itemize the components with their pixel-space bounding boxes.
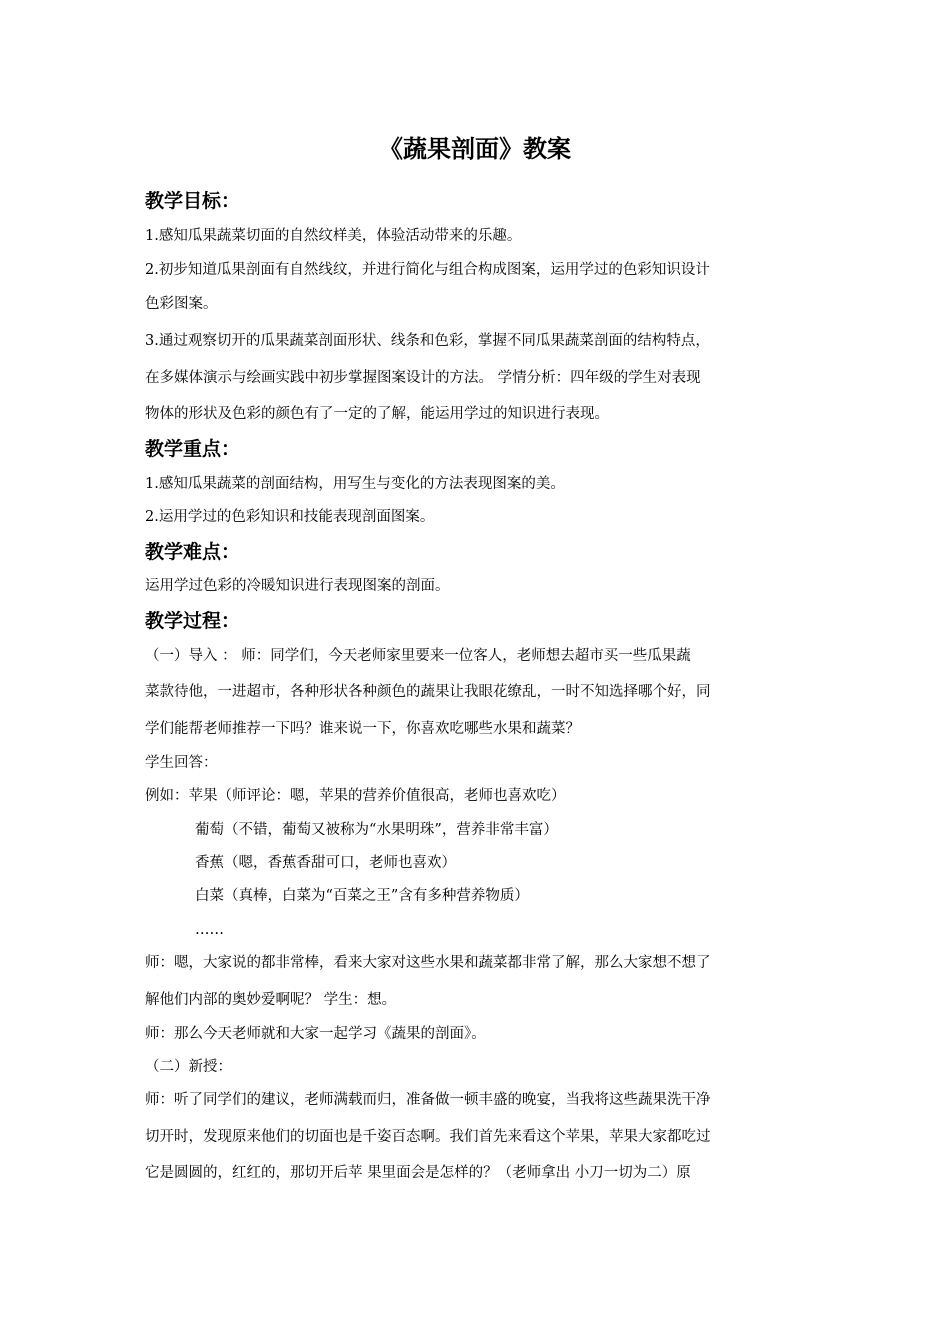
document-title: 《蔬果剖面》教案 [379, 135, 571, 163]
process-line: 菜款待他，一进超市，各种形状各种颜色的蔬果让我眼花缭乱，一时不知选择哪个好，同 [145, 684, 711, 700]
heading-key-points: 教学重点： [145, 438, 241, 460]
process-line: 切开时，发现原来他们的切面也是千姿百态啊。我们首先来看这个苹果，苹果大家都吃过 [145, 1129, 711, 1145]
objectives-line: 2.初步知道瓜果剖面有自然线纹，并进行简化与组合构成图案，运用学过的色彩知识设计 [145, 262, 710, 278]
difficulties-line: 运用学过色彩的冷暖知识进行表现图案的剖面。 [145, 578, 450, 594]
process-line: （一）导入 ： 师：同学们，今天老师家里要来一位客人，老师想去超市买一些瓜果蔬 [145, 648, 691, 664]
heading-objectives: 教学目标： [145, 190, 241, 212]
process-line: 解他们内部的奥妙爱啊呢？ 学生：想。 [145, 992, 397, 1008]
process-line: 师：嗯，大家说的都非常棒，看来大家对这些水果和蔬菜都非常了解，那么大家想不想了 [145, 955, 711, 971]
heading-difficulties: 教学难点： [145, 541, 241, 563]
objectives-line: 1.感知瓜果蔬菜切面的自然纹样美，体验活动带来的乐趣。 [145, 228, 522, 244]
process-line: （二）新授： [145, 1059, 232, 1075]
process-line: 学们能帮老师推荐一下吗？谁来说一下，你喜欢吃哪些水果和蔬菜？ [145, 721, 580, 737]
process-line: 葡萄（不错，葡萄又被称为“水果明珠”，营养非常丰富） [195, 822, 558, 838]
key-points-line: 1.感知瓜果蔬菜的剖面结构，用写生与变化的方法表现图案的美。 [145, 476, 565, 492]
process-line: 它是圆圆的，红红的，那切开后苹 果里面会是怎样的？（老师拿出 小刀一切为二）原 [145, 1165, 691, 1181]
objectives-line: 物体的形状及色彩的颜色有了一定的了解，能运用学过的知识进行表现。 [145, 406, 609, 422]
process-line: 师：那么今天老师就和大家一起学习《蔬果的剖面》。 [145, 1026, 486, 1042]
process-line: 学生回答： [145, 755, 218, 771]
objectives-line: 在多媒体演示与绘画实践中初步掌握图案设计的方法。 学情分析：四年级的学生对表现 [145, 370, 701, 386]
objectives-line: 3.通过观察切开的瓜果蔬菜剖面形状、线条和色彩，掌握不同瓜果蔬菜剖面的结构特点， [145, 333, 710, 349]
process-line: 师：听了同学们的建议，老师满载而归，准备做一顿丰盛的晚宴，当我将这些蔬果洗干净 [145, 1092, 711, 1108]
process-line: …… [195, 922, 224, 938]
heading-process: 教学过程： [145, 610, 241, 632]
process-line: 白菜（真棒，白菜为“百菜之王”含有多种营养物质） [195, 888, 529, 904]
key-points-line: 2.运用学过的色彩知识和技能表现剖面图案。 [145, 509, 435, 525]
objectives-line: 色彩图案。 [145, 296, 218, 312]
process-line: 例如：苹果（师评论：嗯，苹果的营养价值很高，老师也喜欢吃） [145, 788, 566, 804]
process-line: 香蕉（嗯，香蕉香甜可口，老师也喜欢） [195, 855, 456, 871]
